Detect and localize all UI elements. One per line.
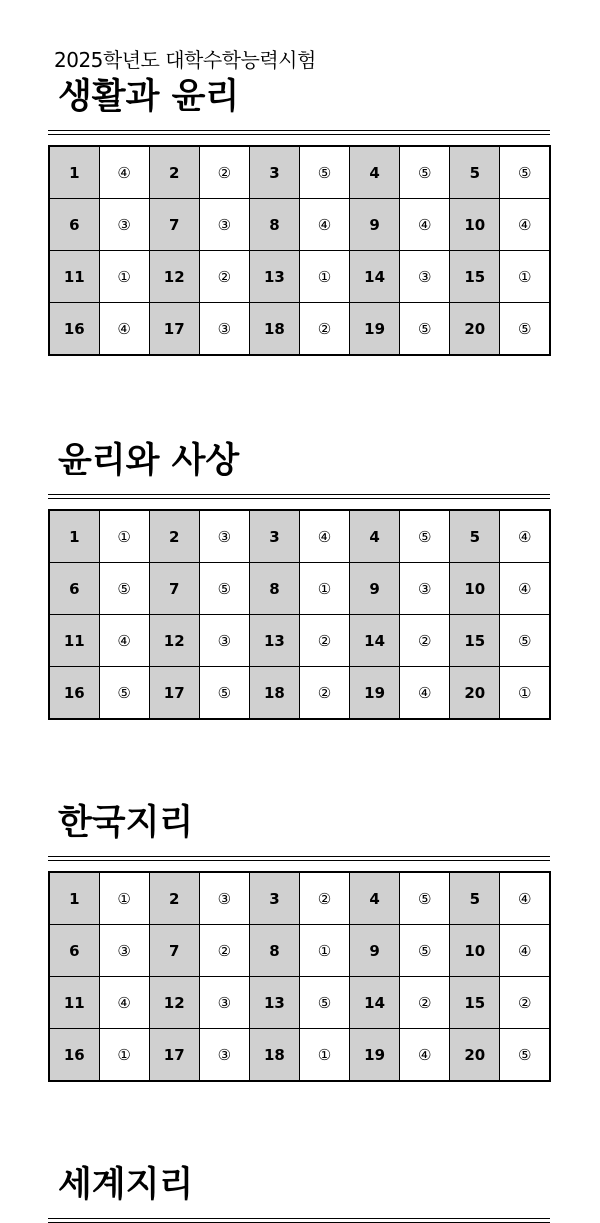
title-rule-thick (48, 856, 550, 857)
subject-title: 세계지리 (58, 1165, 194, 1205)
answer-choice: ③ (199, 199, 249, 251)
answer-choice: ① (99, 251, 149, 303)
question-number: 1 (49, 510, 99, 563)
answer-choice: ④ (99, 977, 149, 1029)
title-rule-thick (48, 130, 550, 131)
question-number: 19 (350, 303, 400, 356)
answer-choice: ③ (400, 251, 450, 303)
question-number: 20 (450, 667, 500, 720)
subject-title: 윤리와 사상 (58, 441, 240, 481)
question-number: 18 (249, 1029, 299, 1082)
question-number: 12 (149, 251, 199, 303)
answer-choice: ② (199, 925, 249, 977)
answer-choice: ② (299, 303, 349, 356)
answer-table (48, 871, 551, 1082)
answer-choice: ④ (99, 146, 149, 199)
table-row (49, 563, 550, 615)
subject-title: 한국지리 (58, 803, 194, 843)
question-number: 17 (149, 667, 199, 720)
question-number: 4 (350, 872, 400, 925)
answer-choice: ③ (199, 303, 249, 356)
answer-choice: ④ (400, 199, 450, 251)
table-row (49, 615, 550, 667)
answer-choice: ① (299, 251, 349, 303)
question-number: 5 (450, 510, 500, 563)
question-number: 8 (249, 925, 299, 977)
answer-choice: ⑤ (199, 667, 249, 720)
question-number: 9 (350, 563, 400, 615)
answer-choice: ① (99, 510, 149, 563)
question-number: 10 (450, 199, 500, 251)
question-number: 6 (49, 563, 99, 615)
title-rule-thick (48, 494, 550, 495)
table-row (49, 667, 550, 720)
question-number: 11 (49, 615, 99, 667)
question-number: 2 (149, 872, 199, 925)
question-number: 3 (249, 146, 299, 199)
question-number: 16 (49, 1029, 99, 1082)
answer-choice: ④ (500, 925, 550, 977)
question-number: 5 (450, 146, 500, 199)
answer-choice: ② (500, 977, 550, 1029)
question-number: 9 (350, 925, 400, 977)
answer-choice: ② (299, 872, 349, 925)
question-number: 13 (249, 251, 299, 303)
answer-choice: ① (99, 1029, 149, 1082)
question-number: 3 (249, 872, 299, 925)
answer-choice: ⑤ (99, 563, 149, 615)
question-number: 10 (450, 925, 500, 977)
question-number: 8 (249, 199, 299, 251)
question-number: 7 (149, 563, 199, 615)
question-number: 1 (49, 872, 99, 925)
answer-choice: ⑤ (400, 872, 450, 925)
answer-choice: ① (299, 1029, 349, 1082)
question-number: 8 (249, 563, 299, 615)
question-number: 2 (149, 146, 199, 199)
question-number: 19 (350, 1029, 400, 1082)
question-number: 3 (249, 510, 299, 563)
table-row (49, 199, 550, 251)
title-rule-thin (48, 134, 550, 135)
table-row (49, 303, 550, 356)
question-number: 10 (450, 563, 500, 615)
question-number: 14 (350, 977, 400, 1029)
answer-choice: ④ (299, 199, 349, 251)
question-number: 9 (350, 199, 400, 251)
question-number: 4 (350, 510, 400, 563)
answer-choice: ④ (500, 872, 550, 925)
answer-choice: ⑤ (400, 146, 450, 199)
question-number: 20 (450, 1029, 500, 1082)
page-header: 2025학년도 대학수학능력시험 (54, 48, 316, 72)
question-number: 12 (149, 977, 199, 1029)
question-number: 2 (149, 510, 199, 563)
table-row (49, 1029, 550, 1082)
answer-choice: ④ (500, 563, 550, 615)
question-number: 1 (49, 146, 99, 199)
question-number: 11 (49, 977, 99, 1029)
title-rule-thick (48, 1218, 550, 1219)
question-number: 14 (350, 615, 400, 667)
question-number: 16 (49, 667, 99, 720)
answer-choice: ⑤ (500, 1029, 550, 1082)
answer-choice: ① (299, 925, 349, 977)
question-number: 20 (450, 303, 500, 356)
question-number: 15 (450, 977, 500, 1029)
answer-choice: ④ (500, 199, 550, 251)
answer-choice: ④ (400, 1029, 450, 1082)
answer-choice: ③ (199, 615, 249, 667)
table-row (49, 925, 550, 977)
question-number: 16 (49, 303, 99, 356)
answer-choice: ③ (199, 872, 249, 925)
answer-choice: ② (299, 667, 349, 720)
subject-title: 생활과 윤리 (58, 77, 240, 117)
answer-choice: ⑤ (400, 303, 450, 356)
answer-choice: ⑤ (400, 925, 450, 977)
answer-choice: ④ (299, 510, 349, 563)
answer-table (48, 509, 551, 720)
answer-choice: ④ (400, 667, 450, 720)
answer-choice: ⑤ (299, 977, 349, 1029)
question-number: 18 (249, 667, 299, 720)
answer-choice: ⑤ (199, 563, 249, 615)
table-row (49, 146, 550, 199)
question-number: 15 (450, 615, 500, 667)
answer-choice: ① (500, 251, 550, 303)
answer-choice: ③ (400, 563, 450, 615)
answer-table (48, 145, 551, 356)
question-number: 13 (249, 977, 299, 1029)
question-number: 15 (450, 251, 500, 303)
answer-choice: ① (99, 872, 149, 925)
table-row (49, 510, 550, 563)
question-number: 19 (350, 667, 400, 720)
question-number: 14 (350, 251, 400, 303)
answer-choice: ⑤ (99, 667, 149, 720)
answer-choice: ③ (99, 199, 149, 251)
answer-choice: ④ (500, 510, 550, 563)
answer-choice: ④ (99, 303, 149, 356)
question-number: 11 (49, 251, 99, 303)
answer-choice: ② (299, 615, 349, 667)
answer-choice: ② (400, 615, 450, 667)
question-number: 6 (49, 199, 99, 251)
table-row (49, 251, 550, 303)
answer-choice: ③ (99, 925, 149, 977)
answer-choice: ① (500, 667, 550, 720)
answer-choice: ③ (199, 977, 249, 1029)
answer-choice: ⑤ (299, 146, 349, 199)
question-number: 6 (49, 925, 99, 977)
table-row (49, 977, 550, 1029)
answer-choice: ④ (99, 615, 149, 667)
answer-choice: ② (199, 146, 249, 199)
answer-choice: ② (400, 977, 450, 1029)
question-number: 17 (149, 303, 199, 356)
title-rule-thin (48, 860, 550, 861)
title-rule-thin (48, 498, 550, 499)
answer-choice: ⑤ (500, 303, 550, 356)
answer-choice: ① (299, 563, 349, 615)
answer-choice: ⑤ (500, 615, 550, 667)
question-number: 12 (149, 615, 199, 667)
answer-choice: ⑤ (400, 510, 450, 563)
answer-choice: ③ (199, 510, 249, 563)
question-number: 13 (249, 615, 299, 667)
question-number: 7 (149, 925, 199, 977)
question-number: 5 (450, 872, 500, 925)
answer-choice: ⑤ (500, 146, 550, 199)
answer-choice: ② (199, 251, 249, 303)
question-number: 4 (350, 146, 400, 199)
answer-choice: ③ (199, 1029, 249, 1082)
question-number: 7 (149, 199, 199, 251)
question-number: 17 (149, 1029, 199, 1082)
table-row (49, 872, 550, 925)
question-number: 18 (249, 303, 299, 356)
